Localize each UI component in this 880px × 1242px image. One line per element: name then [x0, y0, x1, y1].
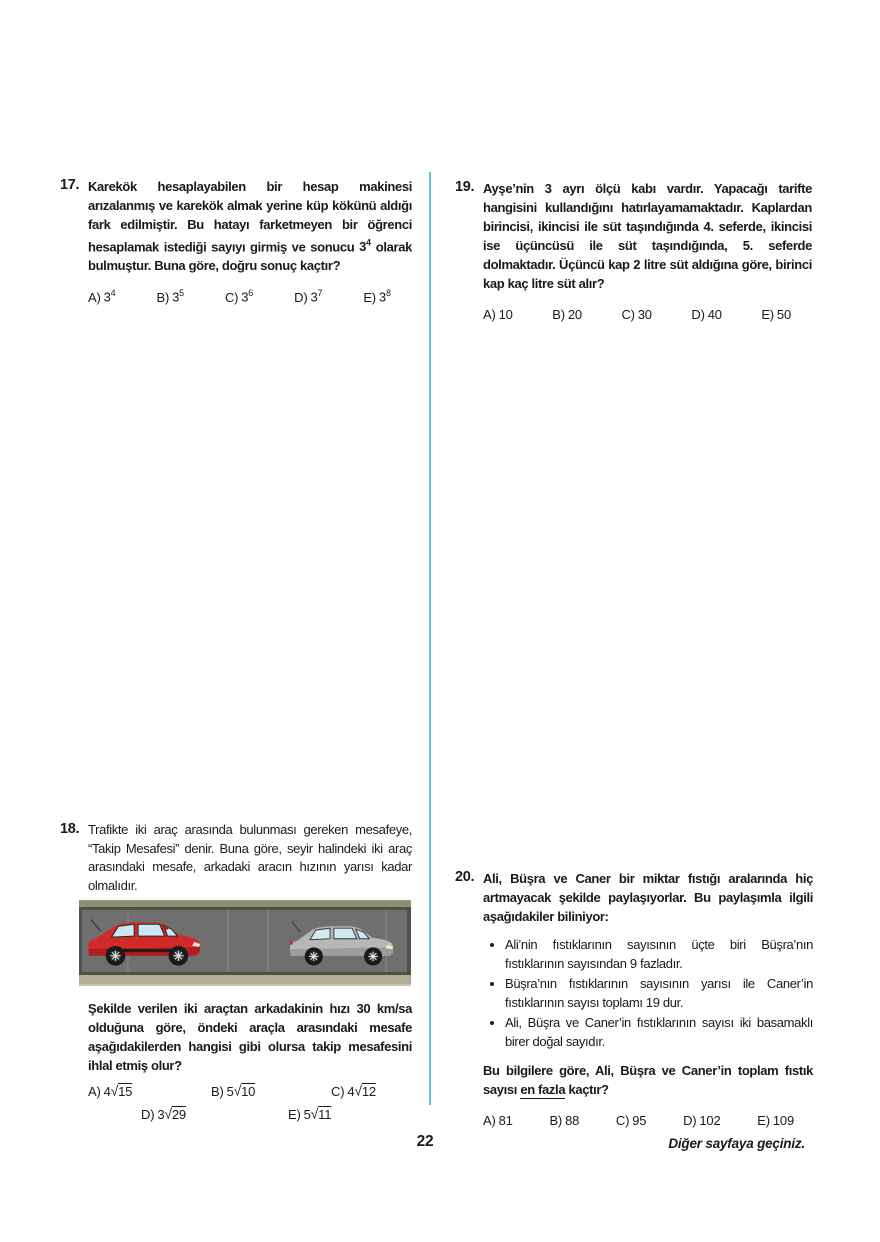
- option-d: D) 3√29: [141, 1105, 186, 1122]
- question-number: 20.: [455, 869, 475, 885]
- option-b: B) $3^5$: [156, 288, 185, 305]
- traffic-figure: [79, 900, 411, 986]
- option-a: A) 81: [483, 1113, 513, 1128]
- option-b: B) 20: [552, 307, 582, 322]
- bullet-item: • Ali’nin fıstıklarının sayısının üçte biri Büşra’nın fıstıklarının sayısından 9 fazladır.: [505, 936, 813, 973]
- option-a: A) 10: [483, 307, 513, 322]
- option-a: A) $3^4$: [88, 288, 116, 305]
- question-17: [60, 177, 412, 305]
- answer-options: [483, 1113, 794, 1128]
- question-20: [455, 869, 813, 1128]
- road: [79, 910, 411, 972]
- option-c: C) 4√12: [331, 1082, 376, 1099]
- road-joint-line: [227, 910, 229, 972]
- option-e: E) 109: [757, 1113, 794, 1128]
- red-car-illustration: [85, 916, 203, 968]
- option-d: D) 102: [683, 1113, 721, 1128]
- option-a: A) 4√15: [88, 1082, 133, 1099]
- option-e: E) 5√11: [288, 1105, 332, 1122]
- silver-car-illustration: [287, 919, 397, 968]
- option-b: B) 5√10: [211, 1082, 256, 1099]
- question-stem: Bu bilgilere göre, Ali, Büşra ve Caner’in toplam fıstık sayısı en fazla kaçtır?: [483, 1063, 813, 1097]
- page-number: 22: [416, 1133, 434, 1150]
- question-number: 19.: [455, 179, 475, 195]
- option-c: C) 30: [621, 307, 652, 322]
- stem-text-after: olarak bulmuştur. Buna göre, doğru sonuç kaçtır?: [88, 239, 412, 274]
- stem-text-before: Karekök hesaplayabilen bir hesap makinesi arızalanmış ve karekök almak yerine küp kökünü aldığı fark edilmiştir. Bu hatayı farketmeyen bir öğrenci hesaplamak istediği sayıyı girmiş ve sonucu: [88, 179, 412, 255]
- answer-options: [88, 288, 391, 304]
- option-e: E) 50: [761, 307, 791, 322]
- road-curb-bottom: [79, 972, 411, 986]
- power-expression: $3^4$: [359, 238, 372, 255]
- bullet-item: • Ali, Büşra ve Caner’in fıstıklarının sayısı iki basamaklı birer doğal sayıdır.: [505, 1014, 813, 1051]
- footer-note: Diğer sayfaya geçiniz.: [668, 1136, 805, 1151]
- underlined-phrase: en fazla: [520, 1082, 566, 1097]
- option-d: D) $3^7$: [294, 288, 323, 305]
- option-b: B) 88: [549, 1113, 580, 1128]
- column-divider: [429, 172, 431, 1105]
- question-stem: Şekilde verilen iki araçtan arkadakinin hızı 30 km/sa olduğuna göre, öndeki araçla arasındaki mesafe aşağıdakilerden hangisi gibi olursa takip mesafesini ihlal etmiş olur?: [88, 1001, 412, 1073]
- option-c: C) $3^6$: [224, 288, 254, 305]
- condition-list: [485, 936, 813, 1051]
- question-intro: Ali, Büşra ve Caner bir miktar fıstığı aralarında hiç artmayacak şekilde paylaşıyorlar. Bu paylaşımla ilgili aşağıdakiler biliniyor:: [483, 871, 813, 924]
- question-number: 18.: [60, 821, 80, 837]
- road-joint-line: [267, 910, 269, 972]
- question-stem: [88, 177, 412, 275]
- option-c: C) 95: [615, 1113, 647, 1128]
- option-e: E) $3^8$: [363, 288, 391, 305]
- question-intro: Trafikte iki araç arasında bulunması gereken mesafeye, “Takip Mesafesi” denir. Buna göre, seyir halindeki iki araç arasındaki mesafe, arkadaki aracın hızının yarısı kadar olmalıdır.: [88, 822, 412, 893]
- question-19: [455, 179, 812, 322]
- question-number: 17.: [60, 177, 80, 193]
- option-d: D) 40: [691, 307, 722, 322]
- question-18: [60, 821, 412, 1131]
- question-stem: Ayşe’nin 3 ayrı ölçü kabı vardır. Yapacağı tarifte hangisini kullandığını hatırlayamamaktadır. Kaplardan birincisi, ikincisi ile süt taşındığında 4. seferde, ikincisi ise üçüncüsü ile süt taşındığında, 5. seferde dolmaktadır. Üçüncü kap 2 litre süt aldığına göre, birinci kap kaç litre süt alır?: [483, 181, 812, 291]
- answer-options: [483, 307, 791, 322]
- road-curb-top: [79, 900, 411, 910]
- bullet-item: • Büşra’nın fıstıklarının sayısının yarısı ile Caner’in fıstıklarının sayısı toplamı 19 dur.: [505, 975, 813, 1012]
- answer-options: [88, 1083, 412, 1131]
